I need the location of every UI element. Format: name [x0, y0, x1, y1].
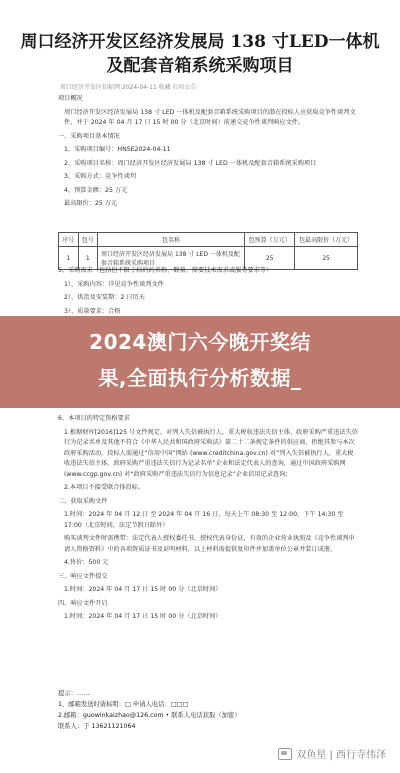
qualification-section: [58, 414, 358, 626]
requirement-item: 2）、供货及安装期：2 日历天: [64, 294, 145, 301]
table-header: 包预算（万元）: [245, 233, 295, 247]
table-cell: 25: [295, 247, 358, 270]
document-meta: 周口经济开发区招标网 2024-04-11 收藏 打印公告: [60, 84, 197, 91]
budget-amount: 4、预算金额：25 万元: [64, 186, 128, 194]
submission-time: 1.时间：2024 年 04 月 17 日 15 时 00 分（北京时间）: [64, 586, 222, 593]
overview-text: 周口经济开发区经济发展局 138 寸 LED 一体机及配套音箱系统采购项目的潜在投标人应获取竞争性谈判文件，并于 2024 年 04 月 17 日 15 时 00 分（北京时间）前递交竞争性谈判响应文件。: [64, 108, 356, 126]
opening-heading: 四、响应文件开启: [58, 599, 108, 607]
contact-footer: [58, 688, 358, 732]
table-cell: 周口经济开发区经济发展局 138 寸 LED 一体机及配套音箱系统采购项目: [98, 247, 245, 270]
package-table: [58, 232, 358, 270]
table-cell: 1: [59, 247, 79, 270]
consortium-text: 2.本项目不接受联合体投标。: [64, 484, 145, 491]
title-line-2: 及配套音箱系统采购项目: [106, 56, 294, 76]
requirement-item: 1）、采购内容：详见竞争性谈判文件: [64, 280, 164, 288]
document-title: [20, 30, 380, 78]
footer-email: 2.邮箱：guowinkaizhao@126.com • 联系人电话获取（加密）: [58, 712, 241, 719]
project-name: 2、采购项目名称：周口经济开发区经济发展局 138 寸 LED 一体机及配套音箱系统采购项目: [64, 159, 317, 167]
wechat-icon: [278, 748, 292, 760]
table-header: 包号: [78, 233, 98, 247]
submission-heading: 三、响应文件提交: [58, 572, 108, 580]
requirements-heading: 5、采购需求（包括但不限于标的的名称、数量、简要技术需求或服务要求等）: [58, 267, 273, 274]
banner-line-2: 果,全面执行分析数据_: [98, 366, 302, 390]
footer-line: 1、邮箱发送时请标明：□ 申请人电话：□□□: [58, 701, 189, 708]
headline-banner: [0, 316, 400, 408]
max-price: 最高限价：25 万元: [64, 200, 118, 207]
footer-contact: 联系人：于 13621121064: [58, 723, 136, 730]
table-cell: 1: [78, 247, 98, 270]
requirement-item: 3）、质量要求：合格: [64, 307, 121, 315]
table-cell: 25: [245, 247, 295, 270]
overview-heading: 项目概况: [58, 95, 83, 102]
banner-headline: [10, 324, 390, 396]
overview-section: [58, 94, 358, 213]
project-number: 1、采购项目编号：HNSE2024-04-11: [64, 146, 171, 153]
obtain-time: 1.时间：2024 年 04 月 12 日 至 2024 年 04 月 16 日，每天上午 08:30 至 12:00，下午 14:30 至 17:00（北京时间，法定节假日除外）: [64, 511, 344, 529]
table-header: 序号: [59, 233, 79, 247]
footer-note: 提示：……: [58, 690, 90, 697]
table-header: 包最高限价（万元）: [295, 233, 358, 247]
obtain-docs-heading: 二、获取采购文件: [58, 497, 108, 505]
qualification-text: 1.根据财库[2016]125 号文件规定，对列入失信被执行人、重大税收违法失信主体、政府采购严重违法失信行为记录名单及其他不符合《中华人民共和国政府采购法》第二十二条规定条件的供应商，拒绝其参与本次政府采购活动。投标人需通过“信用中国”网站 (www.creditchina.gov.cn) 对“列入失信被执行人、重大税收违法失信主体、政府采购严重违法失信行为记录名单”企业和法定代表人的查询，通过中国政府采购网 (www.ccgp.gov.cn) 对“政府采购严重违法失信行为信息记录”企业信用记录查询；: [64, 428, 358, 478]
basic-info-heading: 一、采购项目基本情况: [58, 132, 120, 140]
watermark: [278, 746, 386, 761]
requirements-section: [58, 266, 358, 320]
watermark-text: 双鱼星 | 西行寺伟泽: [296, 750, 386, 761]
opening-time: 1.时间：2024 年 04 月 17 日 15 时 00 分（北京时间）: [64, 613, 222, 620]
table-header: 包名称: [98, 233, 245, 247]
obtain-requirements: 购买谈判文件时需携带：法定代表人授权委托书、授权代表身份证，有效的企业营业执照及《竞争性谈判申请人资格资料》中的各项资质证书及证明材料，以上材料需提供复印件并加盖单位公章并装订成册。: [64, 535, 355, 553]
qualification-heading: 6、本项目的特定资格要求: [58, 415, 130, 422]
doc-price: 4.售价：500 元: [64, 559, 109, 566]
banner-line-1: 2024澳门六今晚开奖结: [89, 330, 311, 354]
table-header-row: [59, 233, 358, 247]
procurement-method: 3、采购方式：竞争性谈判: [64, 173, 136, 180]
title-line-1: 周口经济开发区经济发展局 138 寸LED一体机: [20, 32, 380, 52]
